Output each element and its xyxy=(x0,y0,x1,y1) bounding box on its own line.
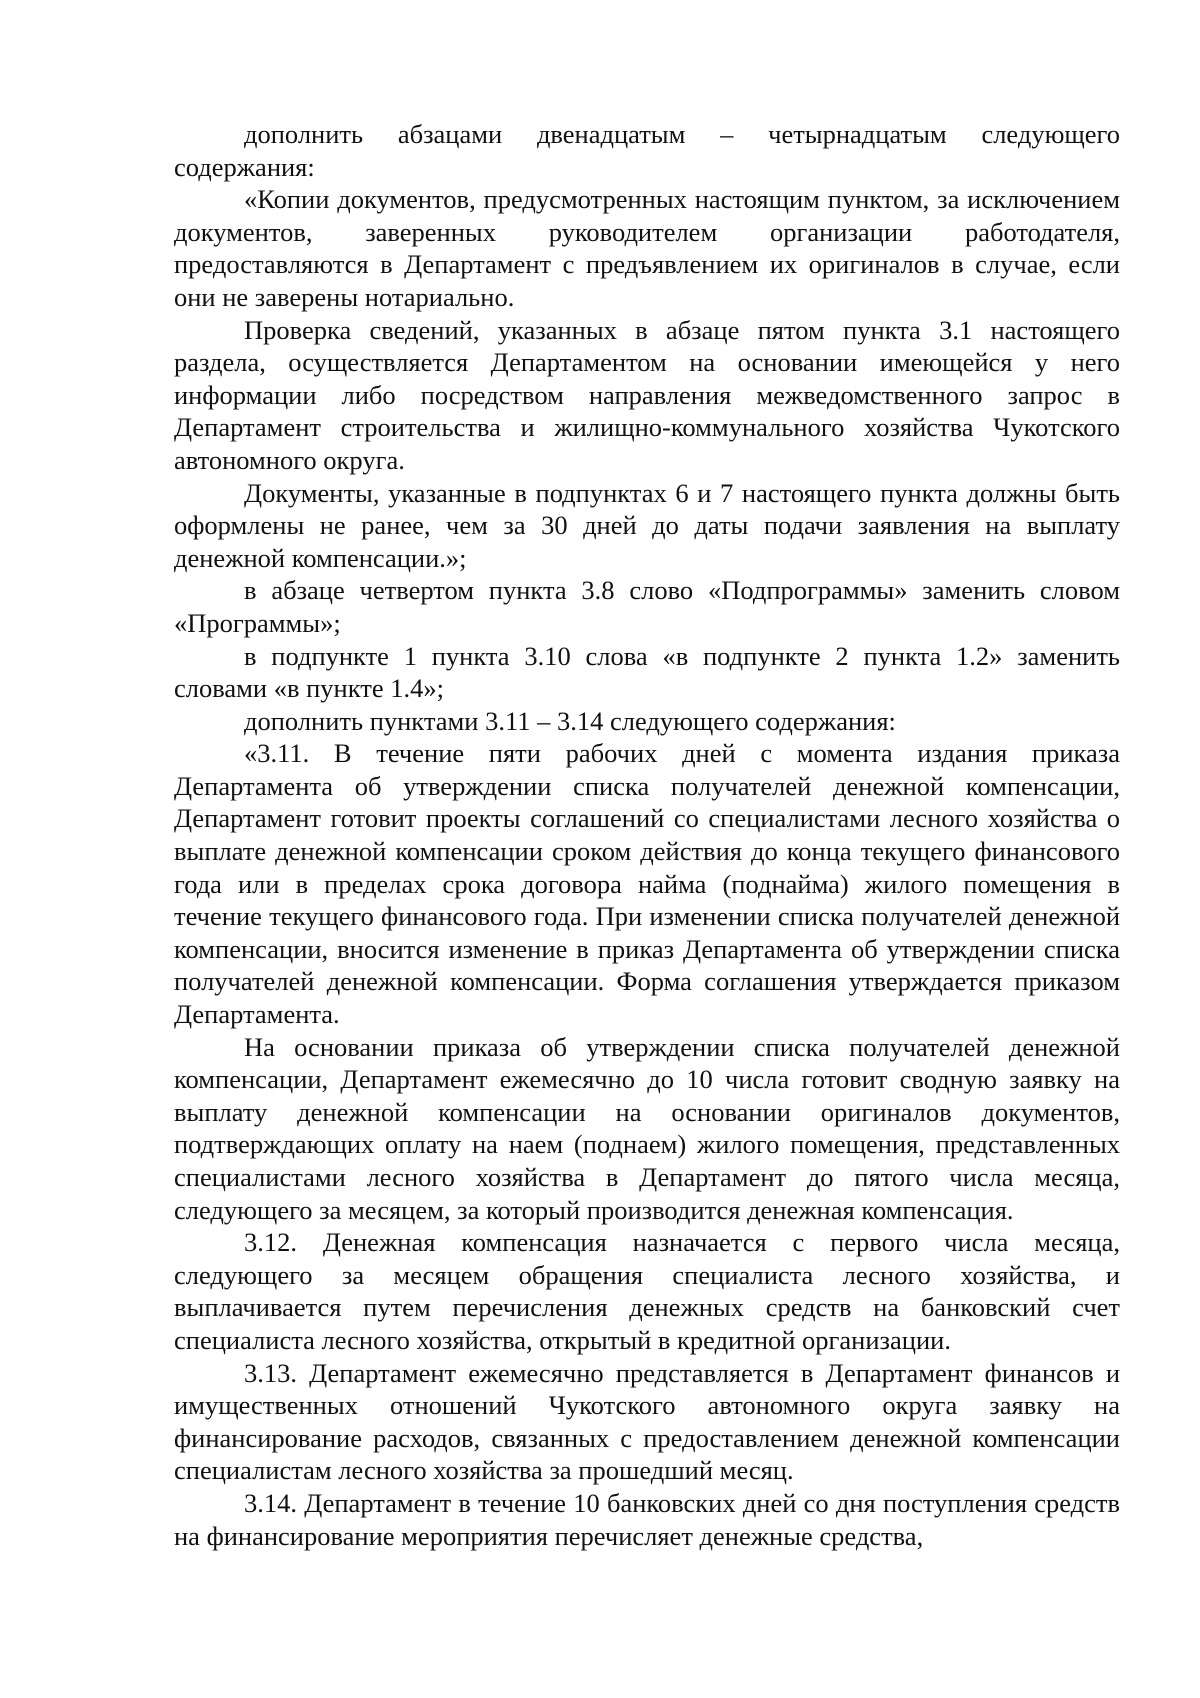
paragraph-add-clauses: дополнить пунктами 3.11 – 3.14 следующего содержания: xyxy=(244,705,896,736)
paragraph-clause-3-10: в подпункте 1 пункта 3.10 слова «в подпункте 2 пункта 1.2» заменить словами «в пункте 1.4»; xyxy=(174,640,1120,704)
paragraph-document-copies: «Копии документов, предусмотренных настоящим пунктом, за исключением документов, заверенных руководителем организации работодателя, предоставляются в Департамент с предъявлением их оригиналов в случае, если они не заверены нотариально. xyxy=(174,184,1120,312)
paragraph-clause-3-14: 3.14. Департамент в течение 10 банковских дней со дня поступления средств на финансирование мероприятия перечисляет денежные средства, xyxy=(174,1487,1120,1551)
paragraph-clause-3-12: 3.12. Денежная компенсация назначается с первого числа месяца, следующего за месяцем обращения специалиста лесного хозяйства, и выплачивается путем перечисления денежных средств на банковский счет специалиста лесного хозяйства, открытый в кредитной организации. xyxy=(174,1227,1120,1355)
paragraph-clause-3-8: в абзаце четвертом пункта 3.8 слово «Подпрограммы» заменить словом «Программы»; xyxy=(174,575,1120,638)
paragraph-monthly-application: На основании приказа об утверждении списка получателей денежной компенсации, Департамент ежемесячно до 10 числа готовит сводную заявку на выплату денежной компенсации на основании оригиналов документов, подтверждающих оплату на наем (поднаем) жилого помещения, представленных специалистами лесного хозяйства в Департамент до пятого числа месяца, следующего за месяцем, за который производится денежная компенсация. xyxy=(174,1031,1120,1225)
paragraph-amend-add-paragraphs: дополнить абзацами двенадцатым – четырнадцатым следующего содержания: xyxy=(174,119,1120,182)
paragraph-information-check: Проверка сведений, указанных в абзаце пятом пункта 3.1 настоящего раздела, осуществляется Департаментом на основании имеющейся у него информации либо посредством направления межведомственного запрос в Департамент строительства и жилищно-коммунального хозяйства Чукотского автономного округа. xyxy=(174,314,1120,475)
paragraph-clause-3-13: 3.13. Департамент ежемесячно представляется в Департамент финансов и имущественных отношений Чукотского автономного округа заявку на финансирование расходов, связанных с предоставлением денежной компенсации специалистам лесного хозяйства за прошедший месяц. xyxy=(174,1357,1120,1486)
paragraph-document-dates: Документы, указанные в подпунктах 6 и 7 настоящего пункта должны быть оформлены не ранее, чем за 30 дней до даты подачи заявления на выплату денежной компенсации.»; xyxy=(174,477,1120,573)
document-page xyxy=(174,118,1120,1552)
paragraph-clause-3-11: «3.11. В течение пяти рабочих дней с момента издания приказа Департамента об утверждении списка получателей денежной компенсации, Департамент готовит проекты соглашений со специалистами лесного хозяйства о выплате денежной компенсации сроком действия до конца текущего финансового года или в пределах срока договора найма (поднайма) жилого помещения в течение текущего финансового года. При изменении списка получателей денежной компенсации, вносится изменение в приказ Департамента об утверждении списка получателей денежной компенсации. Форма соглашения утверждается приказом Департамента. xyxy=(174,738,1120,1030)
